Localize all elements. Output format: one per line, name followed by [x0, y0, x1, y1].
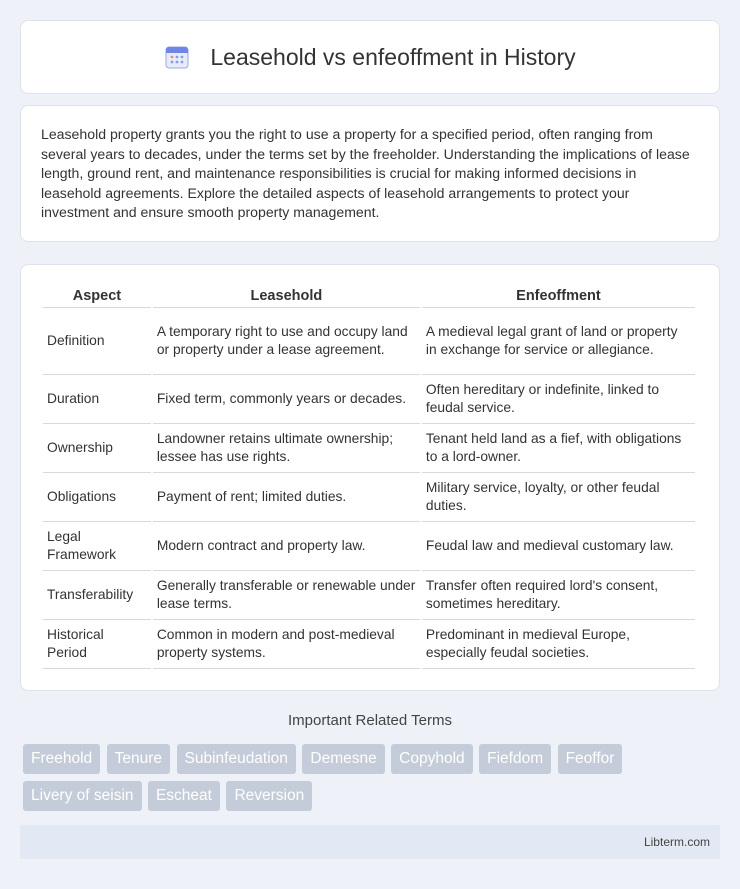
leasehold-cell: Fixed term, commonly years or decades.	[153, 375, 420, 424]
leasehold-cell: Common in modern and post-medieval property systems.	[153, 620, 420, 669]
enfeoffment-cell: Military service, loyalty, or other feudal duties.	[422, 473, 695, 522]
enfeoffment-cell: Tenant held land as a fief, with obligations to a lord-owner.	[422, 424, 695, 473]
enfeoffment-cell: Predominant in medieval Europe, especially feudal societies.	[422, 620, 695, 669]
related-term-tag[interactable]: Freehold	[23, 744, 100, 774]
table-row	[43, 308, 695, 375]
header-leasehold: Leasehold	[153, 285, 420, 308]
leasehold-cell: Landowner retains ultimate ownership; lessee has use rights.	[153, 424, 420, 473]
related-term-tag[interactable]: Livery of seisin	[23, 781, 142, 811]
table-row	[43, 620, 695, 669]
related-term-tag[interactable]: Fiefdom	[479, 744, 551, 774]
related-terms-title: Important Related Terms	[288, 712, 452, 729]
table-row	[43, 473, 695, 522]
aspect-cell: Transferability	[43, 571, 151, 620]
related-term-tag[interactable]: Copyhold	[391, 744, 473, 774]
related-term-tag[interactable]: Subinfeudation	[177, 744, 296, 774]
title-card	[20, 20, 720, 94]
aspect-cell: Definition	[43, 308, 151, 375]
table-row	[43, 424, 695, 473]
table-row	[43, 571, 695, 620]
page-title: Leasehold vs enfeoffment in History	[210, 43, 576, 70]
footer	[20, 825, 720, 859]
table-row	[43, 522, 695, 571]
leasehold-cell: Payment of rent; limited duties.	[153, 473, 420, 522]
header-enfeoffment: Enfeoffment	[422, 285, 695, 308]
header-aspect: Aspect	[43, 285, 151, 308]
table-header-row	[43, 285, 695, 308]
comparison-card	[20, 264, 720, 691]
enfeoffment-cell: A medieval legal grant of land or property in exchange for service or allegiance.	[422, 308, 695, 375]
leasehold-cell: A temporary right to use and occupy land or property under a lease agreement.	[153, 308, 420, 375]
footer-site-link[interactable]: Libterm.com	[643, 835, 710, 849]
calendar-icon	[164, 44, 190, 70]
related-terms-list	[23, 744, 723, 818]
enfeoffment-cell: Feudal law and medieval customary law.	[422, 522, 695, 571]
aspect-cell: Ownership	[43, 424, 151, 473]
related-term-tag[interactable]: Reversion	[226, 781, 312, 811]
aspect-cell: Obligations	[43, 473, 151, 522]
related-term-tag[interactable]: Escheat	[148, 781, 220, 811]
aspect-cell: Duration	[43, 375, 151, 424]
intro-card	[20, 105, 720, 242]
enfeoffment-cell: Transfer often required lord's consent, sometimes hereditary.	[422, 571, 695, 620]
related-term-tag[interactable]: Tenure	[107, 744, 170, 774]
related-term-tag[interactable]: Demesne	[302, 744, 384, 774]
table-row	[43, 375, 695, 424]
enfeoffment-cell: Often hereditary or indefinite, linked to feudal service.	[422, 375, 695, 424]
leasehold-cell: Modern contract and property law.	[153, 522, 420, 571]
aspect-cell: Legal Framework	[43, 522, 151, 571]
intro-text: Leasehold property grants you the right to use a property for a specified period, often ranging from several years to decades, under the terms set by the freeholder. Understanding the implications of lease length, ground rent, and maintenance responsibilities is crucial for making informed decisions in leasehold agreements. Explore the detailed aspects of leasehold arrangements to protect your investment and ensure smooth property management.	[41, 126, 690, 221]
comparison-table	[41, 285, 697, 669]
aspect-cell: Historical Period	[43, 620, 151, 669]
leasehold-cell: Generally transferable or renewable under lease terms.	[153, 571, 420, 620]
related-term-tag[interactable]: Feoffor	[558, 744, 623, 774]
